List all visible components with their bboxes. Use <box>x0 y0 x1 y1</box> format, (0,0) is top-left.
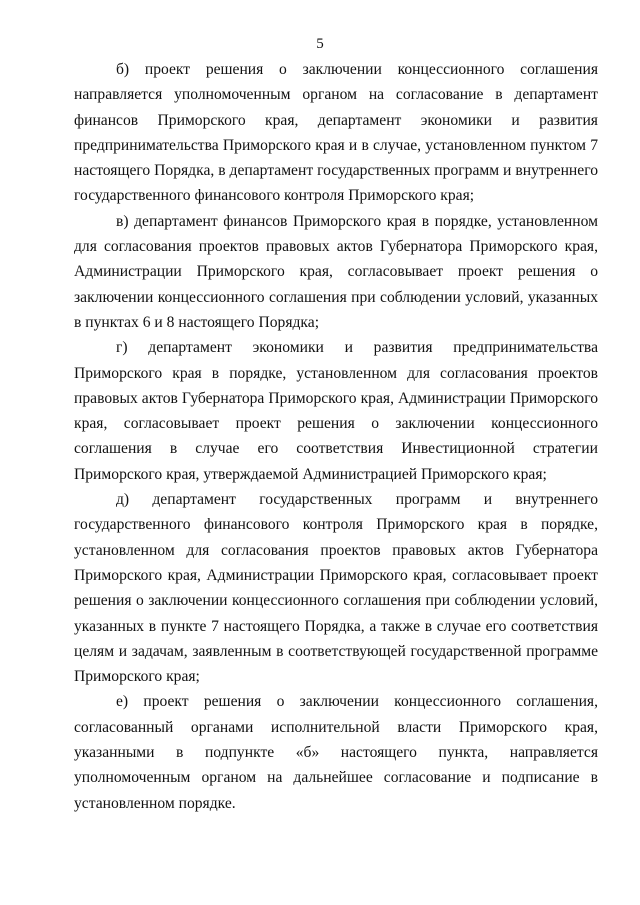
paragraph-v: в) департамент финансов Приморского края в порядке, установленном для согласования проектов правовых актов Губернатора Приморского края, Администрации Приморского края, согласовывает проект решения о заключении концессионного соглашения при соблюдении условий, указанных в пунктах 6 и 8 настоящего Порядка; <box>74 212 598 331</box>
document-body <box>74 57 598 816</box>
paragraph-b: б) проект решения о заключении концессионного соглашения направляется уполномоченным органом на согласование в департамент финансов Приморского края, департамент экономики и развития предпринимательства Приморского края и в случае, установленном пунктом 7 настоящего Порядка, в департамент государственных программ и внутреннего государственного финансового контроля Приморского края; <box>74 61 598 205</box>
paragraph-e: е) проект решения о заключении концессионного соглашения, согласованный органами исполнительной власти Приморского края, указанными в подпункте «б» настоящего пункта, направляется уполномоченным органом на дальнейшее согласование и подписание в установленном порядке. <box>74 693 598 812</box>
paragraph-g: г) департамент экономики и развития предпринимательства Приморского края в порядке, установленном для согласования проектов правовых актов Губернатора Приморского края, Администрации Приморского края, согласовывает проект решения о заключении концессионного соглашения в случае его соответствия Инвестиционной стратегии Приморского края, утверждаемой Администрацией Приморского края; <box>74 339 598 483</box>
paragraph-d: д) департамент государственных программ и внутреннего государственного финансового контроля Приморского края в порядке, установленном для согласования проектов правовых актов Губернатора Приморского края, Администрации Приморского края, согласовывает проект решения о заключении концессионного соглашения при соблюдении условий, указанных в пункте 7 настоящего Порядка, а также в случае его соответствия целям и задачам, заявленным в соответствующей государственной программе Приморского края; <box>74 491 598 686</box>
page-number: 5 <box>316 36 324 52</box>
